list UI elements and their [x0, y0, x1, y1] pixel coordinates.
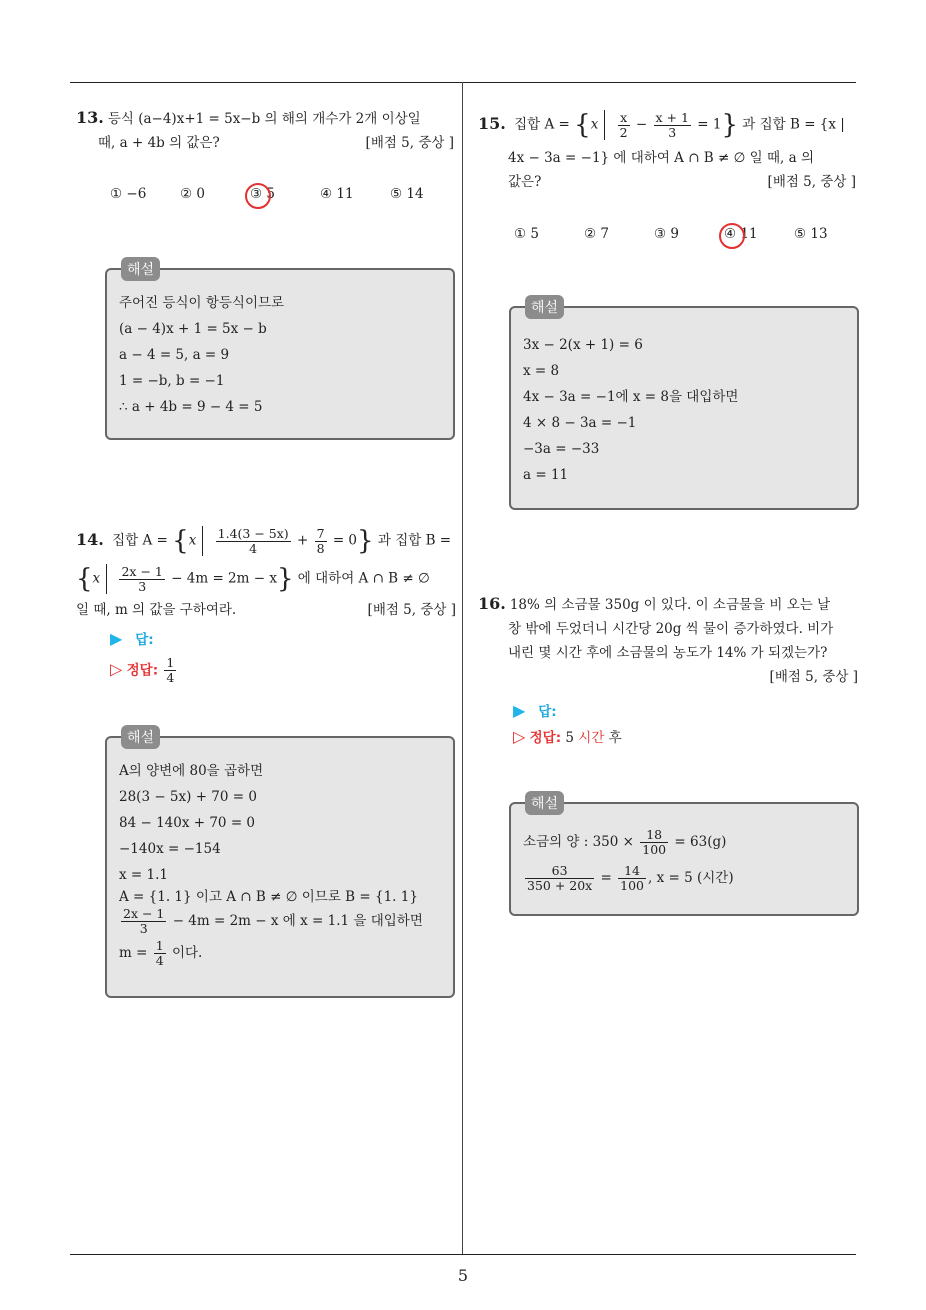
- answer-value: 5: [565, 730, 574, 746]
- problem-text: 내린 몇 시간 후에 소금물의 농도가 14% 가 되겠는가?: [508, 645, 828, 661]
- fraction-denominator: 2: [619, 124, 628, 140]
- solution-line: 84 − 140x + 70 = 0: [119, 815, 256, 831]
- problem-15: 15. 집합 A = {x $\frac{x}{2}$ − $\frac{x + 1}{3}$ = 1} 과 집합 B = {x | 4x − 3a = −1} 에 대하여 A ∩ B ≠ ∅ 일 때, a 의 값은? [배점 5, 중상 ]: [478, 110, 856, 194]
- solution-line: 4 × 8 − 3a = −1: [523, 415, 637, 431]
- solution-line: 4x − 3a = −1에 x = 8을 대입하면: [523, 389, 739, 405]
- fraction-denominator: 100: [642, 842, 667, 857]
- correct-answer-row: [110, 656, 178, 685]
- choice-1[interactable]: ① −6: [110, 186, 147, 202]
- solution-line: 주어진 등식이 항등식이므로: [119, 295, 285, 311]
- fraction-denominator: 8: [316, 540, 325, 556]
- solution-line: , x = 5 (시간): [648, 870, 734, 886]
- fraction-numerator: 18: [640, 828, 668, 843]
- solution-line: 1 = −b, b = −1: [119, 373, 225, 389]
- solution-line: 이다.: [171, 945, 203, 961]
- fraction-numerator: 63: [525, 864, 594, 879]
- score-meta: [배점 5, 중상 ]: [365, 135, 454, 151]
- solution-box-14: [105, 730, 455, 998]
- choice-5[interactable]: ⑤ 14: [390, 186, 424, 202]
- problem-13: [76, 106, 454, 155]
- problem-number: 13.: [76, 108, 104, 127]
- fraction-numerator: 1: [155, 938, 164, 953]
- problem-text: 집합 A =: [514, 116, 570, 133]
- page-number: 5: [457, 1266, 469, 1285]
- solution-line: −140x = −154: [119, 841, 221, 857]
- plus-sign: +: [296, 532, 309, 549]
- answer-label: 답:: [538, 704, 557, 720]
- play-icon: ▶: [513, 701, 526, 720]
- solution-line: m =: [119, 945, 148, 961]
- problem-text: 때, a + 4b 의 값은?: [98, 135, 220, 151]
- answer-row: [513, 700, 557, 720]
- minus-sign: −: [635, 116, 648, 133]
- solution-tab: 해설: [121, 257, 160, 281]
- problem-text: 값은?: [508, 174, 542, 190]
- fraction-numerator: x + 1: [655, 109, 689, 125]
- problem-text: 일 때, m 의 값을 구하여라.: [76, 602, 237, 618]
- problem-text: 집합 A =: [112, 532, 168, 549]
- fraction-denominator: 3: [138, 578, 147, 594]
- fraction-denominator: 350 + 20x: [527, 878, 593, 893]
- fraction-denominator: 3: [139, 921, 148, 936]
- answer-denominator: 4: [166, 670, 175, 685]
- column-divider: [462, 82, 463, 1254]
- play-icon: ▶: [110, 629, 123, 648]
- solution-line: 소금의 양 : 350 ×: [523, 834, 634, 850]
- choice-3[interactable]: ③ 9: [654, 226, 679, 242]
- fraction-numerator: 14: [618, 864, 646, 879]
- solution-line: 3x − 2(x + 1) = 6: [523, 337, 643, 353]
- problem-text: 등식 (a−4)x+1 = 5x−b 의 해의 개수가 2개 이상일: [107, 111, 421, 127]
- fraction-denominator: 4: [249, 540, 258, 556]
- problem-16: [478, 592, 858, 689]
- choice-4[interactable]: ④ 11: [724, 226, 758, 242]
- problem-number: 16.: [478, 594, 506, 613]
- solution-box-13: [105, 262, 455, 440]
- answer-suffix: 후: [608, 730, 622, 746]
- fraction-denominator: 4: [155, 953, 164, 968]
- correct-answer-label: 정답:: [126, 662, 159, 679]
- solution-line: x = 1.1: [119, 867, 168, 883]
- solution-line: ∴ a + 4b = 9 − 4 = 5: [119, 399, 263, 415]
- problem-number: 14.: [76, 529, 104, 549]
- fraction-numerator: 7: [316, 525, 325, 541]
- solution-box-16: [509, 796, 859, 916]
- solution-box-15: [509, 300, 859, 510]
- answer-unit: 시간: [578, 730, 605, 746]
- fraction-numerator: 1.4(3 − 5x): [217, 525, 289, 541]
- score-meta: [배점 5, 중상 ]: [367, 602, 456, 618]
- answer-label: 답:: [135, 632, 154, 648]
- solution-line: 28(3 − 5x) + 70 = 0: [119, 789, 257, 805]
- choice-2[interactable]: ② 7: [584, 226, 609, 242]
- bottom-rule: [70, 1254, 856, 1255]
- choice-3[interactable]: ③ 5: [250, 186, 275, 202]
- solution-line: = 63(g): [674, 834, 727, 850]
- answer-numerator: 1: [166, 655, 175, 670]
- answer-circle-mark: [719, 223, 745, 249]
- solution-line: (a − 4)x + 1 = 5x − b: [119, 321, 267, 337]
- fraction-numerator: 2x − 1: [121, 563, 163, 579]
- correct-answer-row: [513, 726, 622, 746]
- problem-text: 에 대하여 A ∩ B ≠ ∅: [297, 570, 430, 587]
- problem-text: 18% 의 소금물 350g 이 있다. 이 소금물을 비 오는 날: [509, 597, 831, 613]
- solution-line: A = {1. 1} 이고 A ∩ B ≠ ∅ 이므로 B = {1. 1}: [119, 889, 418, 905]
- outline-triangle-icon: ▷: [513, 727, 526, 746]
- solution-line: x = 8: [523, 363, 560, 379]
- solution-line: − 4m = 2m − x 에 x = 1.1 을 대입하면: [172, 913, 423, 929]
- answer-row: [110, 628, 154, 648]
- problem-text: 4x − 3a = −1} 에 대하여 A ∩ B ≠ ∅ 일 때, a 의: [508, 150, 815, 166]
- choice-2[interactable]: ② 0: [180, 186, 205, 202]
- problem-text: 과 집합 B =: [377, 532, 452, 549]
- solution-line: A의 양변에 80을 곱하면: [119, 763, 264, 779]
- choice-5[interactable]: ⑤ 13: [794, 226, 828, 242]
- problem-text: 과 집합 B = {x |: [742, 116, 845, 133]
- problem-number: 15.: [478, 113, 506, 133]
- problem-text: 창 밖에 두었더니 시간당 20g 씩 물이 증가하였다. 비가: [508, 621, 834, 637]
- solution-tab: 해설: [525, 295, 564, 319]
- top-rule: [70, 82, 856, 83]
- choice-4[interactable]: ④ 11: [320, 186, 354, 202]
- fraction-denominator: 3: [668, 124, 677, 140]
- solution-line: a − 4 = 5, a = 9: [119, 347, 230, 363]
- score-meta: [배점 5, 중상 ]: [769, 669, 858, 685]
- score-meta: [배점 5, 중상 ]: [767, 174, 856, 190]
- set-condition: − 4m = 2m − x: [171, 570, 277, 587]
- equation-end: = 0: [332, 532, 358, 549]
- solution-line: −3a = −33: [523, 441, 600, 457]
- fraction-numerator: x: [618, 111, 630, 126]
- solution-tab: 해설: [121, 725, 160, 749]
- solution-line: a = 11: [523, 467, 569, 483]
- equals-sign: =: [600, 870, 612, 886]
- fraction-denominator: 100: [620, 878, 644, 893]
- fraction-numerator: 2x − 1: [123, 906, 165, 921]
- choice-1[interactable]: ① 5: [514, 226, 539, 242]
- correct-answer-label: 정답:: [529, 730, 562, 746]
- solution-tab: 해설: [525, 791, 564, 815]
- problem-14: 14. 집합 A = {x $\frac{1.4(3 - 5x)}{4}$ + $\frac{7}{8}$ = 0} 과 집합 B = {x $\frac{2x - 1}{3}$ − 4m = 2m − x} 에 대하여 A ∩ B ≠ ∅ 일 때, m 의 값을 구하여라. [배점 5, 중상 ]: [76, 526, 456, 622]
- answer-circle-mark: [245, 183, 271, 209]
- equation-end: = 1: [697, 116, 722, 133]
- outline-triangle-icon: ▷: [110, 659, 123, 679]
